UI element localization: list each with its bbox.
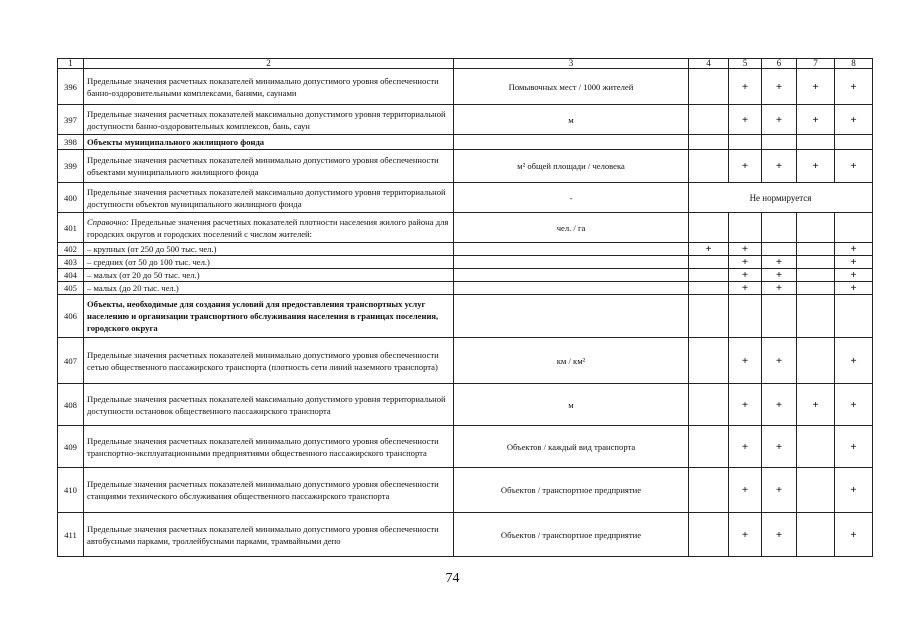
mark-cell (797, 269, 835, 282)
row-unit: м (454, 384, 689, 426)
mark-cell: + (729, 256, 762, 269)
row-description: Предельные значения расчетных показателей минимально допустимого уровня обеспеченности объектами муниципального жилищного фонда (84, 150, 454, 183)
mark-cell (762, 213, 797, 243)
mark-cell (689, 213, 729, 243)
mark-cell (797, 282, 835, 295)
row-number: 406 (58, 295, 84, 338)
mark-cell: + (762, 426, 797, 468)
row-number: 399 (58, 150, 84, 183)
mark-cell: + (762, 468, 797, 513)
reference-label: Справочно: (87, 216, 129, 227)
row-number: 407 (58, 338, 84, 384)
row-description (84, 213, 454, 243)
column-header: 3 (454, 59, 689, 69)
mark-cell (689, 269, 729, 282)
mark-cell: + (835, 243, 873, 256)
mark-cell (689, 69, 729, 105)
section-heading: Объекты, необходимые для создания условий для предоставления транспортных услуг населению и организации транспортного обслуживания населения в границах поселения, городского округа (84, 295, 454, 338)
table-row (58, 69, 873, 105)
table-row (58, 213, 873, 243)
row-unit: Объектов / каждый вид транспорта (454, 426, 689, 468)
row-number: 405 (58, 282, 84, 295)
row-number: 397 (58, 105, 84, 135)
mark-cell: + (729, 282, 762, 295)
mark-cell (689, 135, 729, 150)
mark-cell: + (835, 150, 873, 183)
column-header: 4 (689, 59, 729, 69)
mark-cell: + (729, 338, 762, 384)
mark-cell: + (762, 269, 797, 282)
mark-cell (797, 338, 835, 384)
mark-cell: + (762, 384, 797, 426)
mark-cell (762, 135, 797, 150)
mark-cell: + (729, 384, 762, 426)
mark-cell: + (762, 69, 797, 105)
mark-cell (689, 468, 729, 513)
mark-cell: + (835, 282, 873, 295)
row-unit: - (454, 183, 689, 213)
mark-cell: + (729, 105, 762, 135)
column-header: 2 (84, 59, 454, 69)
row-number: 403 (58, 256, 84, 269)
table-row (58, 183, 873, 213)
column-header: 6 (762, 59, 797, 69)
mark-cell: + (797, 69, 835, 105)
row-unit: чел. / га (454, 213, 689, 243)
page-number: 74 (445, 571, 460, 586)
row-description: Предельные значения расчетных показателей минимально допустимого уровня обеспеченности сетью общественного пассажирского транспорта (плотность сети линий наземного транспорта) (84, 338, 454, 384)
reference-text: Предельные значения расчетных показателей плотности населения жилого района для городских округов и городских поселений с числом жителей: (87, 216, 449, 239)
mark-cell: + (835, 426, 873, 468)
mark-cell: + (729, 513, 762, 557)
row-unit (454, 282, 689, 295)
row-description: Предельные значения расчетных показателей максимально допустимого уровня территориальной доступности остановок общественного пассажирского транспорта (84, 384, 454, 426)
row-description: – малых (от 20 до 50 тыс. чел.) (84, 269, 454, 282)
table-row (58, 384, 873, 426)
row-unit: Объектов / транспортное предприятие (454, 513, 689, 557)
mark-cell: + (835, 384, 873, 426)
row-description: Предельные значения расчетных показателей минимально допустимого уровня обеспеченности станциями технического обслуживания общественного пассажирского транспорта (84, 468, 454, 513)
row-description: Предельные значения расчетных показателей минимально допустимого уровня обеспеченности банно-оздоровительными комплексами, банями, саунами (84, 69, 454, 105)
mark-cell: + (762, 513, 797, 557)
table-row (58, 426, 873, 468)
not-regulated-cell: Не нормируется (689, 183, 873, 213)
norms-table (57, 58, 873, 557)
table-row (58, 338, 873, 384)
row-unit: Объектов / транспортное предприятие (454, 468, 689, 513)
row-unit: Помывочных мест / 1000 жителей (454, 69, 689, 105)
mark-cell: + (835, 468, 873, 513)
row-number: 396 (58, 69, 84, 105)
mark-cell (689, 295, 729, 338)
mark-cell: + (835, 338, 873, 384)
mark-cell (762, 295, 797, 338)
mark-cell (797, 243, 835, 256)
mark-cell: + (835, 105, 873, 135)
mark-cell: + (762, 256, 797, 269)
mark-cell: + (729, 69, 762, 105)
mark-cell (689, 426, 729, 468)
mark-cell: + (729, 150, 762, 183)
mark-cell (729, 135, 762, 150)
row-description: Предельные значения расчетных показателей максимально допустимого уровня территориальной доступности банно-оздоровительных комплексов, бань, саун (84, 105, 454, 135)
mark-cell: + (729, 269, 762, 282)
table-row (58, 269, 873, 282)
row-number: 404 (58, 269, 84, 282)
mark-cell: + (797, 150, 835, 183)
row-number: 408 (58, 384, 84, 426)
column-header: 1 (58, 59, 84, 69)
mark-cell (689, 150, 729, 183)
mark-cell: + (729, 468, 762, 513)
mark-cell: + (689, 243, 729, 256)
mark-cell (689, 282, 729, 295)
mark-cell: + (835, 269, 873, 282)
table-row (58, 243, 873, 256)
mark-cell: + (762, 150, 797, 183)
mark-cell: + (797, 105, 835, 135)
mark-cell: + (762, 105, 797, 135)
row-number: 401 (58, 213, 84, 243)
mark-cell (762, 243, 797, 256)
table-row (58, 513, 873, 557)
mark-cell: + (762, 338, 797, 384)
row-unit (454, 135, 689, 150)
row-number: 409 (58, 426, 84, 468)
table-row (58, 295, 873, 338)
mark-cell (797, 256, 835, 269)
mark-cell (797, 295, 835, 338)
mark-cell (689, 513, 729, 557)
mark-cell (797, 468, 835, 513)
mark-cell (797, 426, 835, 468)
table-row (58, 468, 873, 513)
table-row (58, 282, 873, 295)
table-row (58, 256, 873, 269)
mark-cell (729, 295, 762, 338)
row-description: – малых (до 20 тыс. чел.) (84, 282, 454, 295)
mark-cell: + (762, 282, 797, 295)
mark-cell (797, 135, 835, 150)
column-header: 5 (729, 59, 762, 69)
mark-cell (835, 295, 873, 338)
row-unit: км / км² (454, 338, 689, 384)
mark-cell (797, 513, 835, 557)
row-unit (454, 295, 689, 338)
mark-cell (689, 105, 729, 135)
table-header-row (58, 59, 873, 69)
row-unit (454, 243, 689, 256)
row-unit (454, 269, 689, 282)
row-description: – крупных (от 250 до 500 тыс. чел.) (84, 243, 454, 256)
row-unit: м² общей площади / человека (454, 150, 689, 183)
row-number: 402 (58, 243, 84, 256)
section-heading: Объекты муниципального жилищного фонда (84, 135, 454, 150)
mark-cell (835, 213, 873, 243)
row-description: Предельные значения расчетных показателей минимально допустимого уровня обеспеченности транспортно-эксплуатационными предприятиями общественного пассажирского транспорта (84, 426, 454, 468)
mark-cell (689, 256, 729, 269)
row-number: 410 (58, 468, 84, 513)
table-row (58, 135, 873, 150)
row-unit (454, 256, 689, 269)
mark-cell (835, 135, 873, 150)
mark-cell (797, 213, 835, 243)
table-row (58, 150, 873, 183)
row-unit: м (454, 105, 689, 135)
mark-cell: + (729, 243, 762, 256)
row-number: 400 (58, 183, 84, 213)
mark-cell: + (835, 256, 873, 269)
mark-cell (689, 384, 729, 426)
row-number: 411 (58, 513, 84, 557)
mark-cell (729, 213, 762, 243)
mark-cell: + (729, 426, 762, 468)
row-description: Предельные значения расчетных показателей максимально допустимого уровня территориальной доступности объектов муниципального жилищного фонда (84, 183, 454, 213)
column-header: 8 (835, 59, 873, 69)
mark-cell: + (797, 384, 835, 426)
table-row (58, 105, 873, 135)
row-number: 398 (58, 135, 84, 150)
row-description: Предельные значения расчетных показателей минимально допустимого уровня обеспеченности автобусными парками, троллейбусными парками, трамвайными депо (84, 513, 454, 557)
column-header: 7 (797, 59, 835, 69)
mark-cell: + (835, 69, 873, 105)
row-description: – средних (от 50 до 100 тыс. чел.) (84, 256, 454, 269)
mark-cell (689, 338, 729, 384)
mark-cell: + (835, 513, 873, 557)
